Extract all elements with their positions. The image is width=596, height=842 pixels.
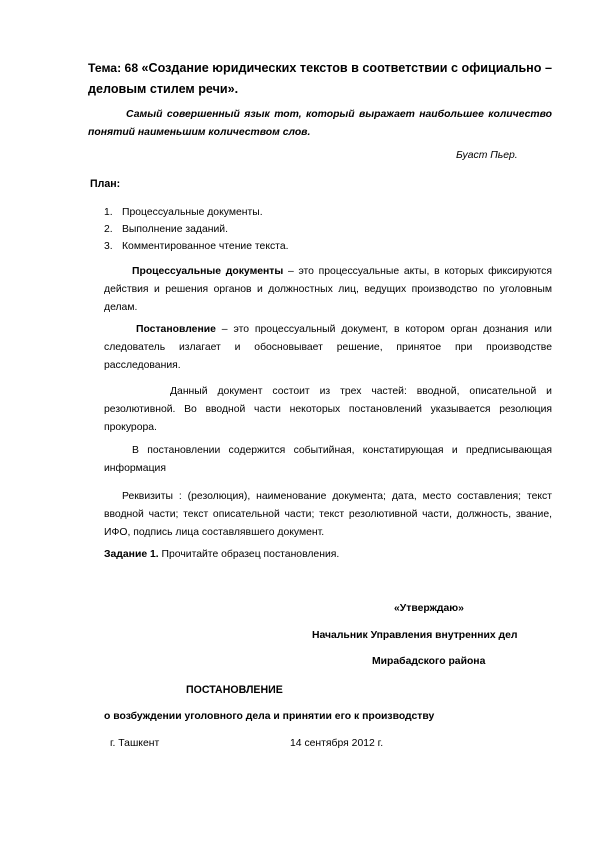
- paragraph-resolution: [104, 321, 552, 375]
- epigraph-author: Буаст Пьер.: [456, 150, 518, 161]
- task-text: Прочитайте образец постановления.: [158, 549, 340, 560]
- list-number: 1.: [104, 207, 113, 218]
- topic-title: «Создание юридических текстов в соответствии с официально – деловым стилем речи».: [88, 61, 552, 96]
- list-item: [104, 238, 289, 255]
- paragraph-structure: Данный документ состоит из трех частей: вводной, описательной и резолютивной. Во вводной части некоторых постановлений указывается резолюция прокурора.: [104, 386, 552, 433]
- approval-district: Мирабадского района: [372, 656, 486, 667]
- paragraph-procedural-documents: [104, 263, 552, 317]
- list-text: Выполнение заданий.: [122, 224, 228, 235]
- list-text: Комментированное чтение текста.: [122, 241, 289, 252]
- list-number: 3.: [104, 241, 113, 252]
- list-item: [104, 204, 289, 221]
- plan-list: [104, 204, 289, 255]
- topic-heading: [88, 58, 552, 100]
- list-number: 2.: [104, 224, 113, 235]
- list-item: [104, 221, 289, 238]
- approval-stamp: «Утверждаю»: [394, 603, 464, 614]
- document-title: ПОСТАНОВЛЕНИЕ: [186, 684, 283, 696]
- paragraph-requisites: Реквизиты : (резолюция), наименование документа; дата, место составления; текст вводной части; текст описательной части; текст резолютивной части, должность, звание, ИФО, подпись лица составлявшего документ.: [104, 491, 552, 538]
- plan-heading: План:: [90, 178, 121, 190]
- document-subtitle: о возбуждении уголовного дела и принятии его к производству: [104, 711, 435, 722]
- epigraph-quote: Самый совершенный язык тот, который выражает наибольшее количество понятий наименьшим количеством слов.: [88, 109, 552, 138]
- document-city: г. Ташкент: [110, 738, 160, 749]
- definition: – это процессуальный документ, в котором орган дознания или следователь излагает и обосновывает решение, принятое при производстве расследования.: [104, 324, 552, 371]
- topic-lead: Тема: 68: [88, 61, 139, 75]
- list-text: Процессуальные документы.: [122, 207, 263, 218]
- document-date: 14 сентября 2012 г.: [290, 738, 384, 749]
- definition: – это процессуальные акты, в которых фиксируются действия и решения органов и должностных лиц, ведущих производство по уголовным делам.: [104, 266, 552, 313]
- term: Постановление: [136, 324, 216, 335]
- approval-position: Начальник Управления внутренних дел: [312, 630, 518, 641]
- term: Процессуальные документы: [132, 266, 284, 277]
- task-line: [104, 549, 339, 560]
- paragraph-information: В постановлении содержится событийная, констатирующая и предписывающая информация: [104, 445, 552, 474]
- task-label: Задание 1.: [104, 549, 159, 560]
